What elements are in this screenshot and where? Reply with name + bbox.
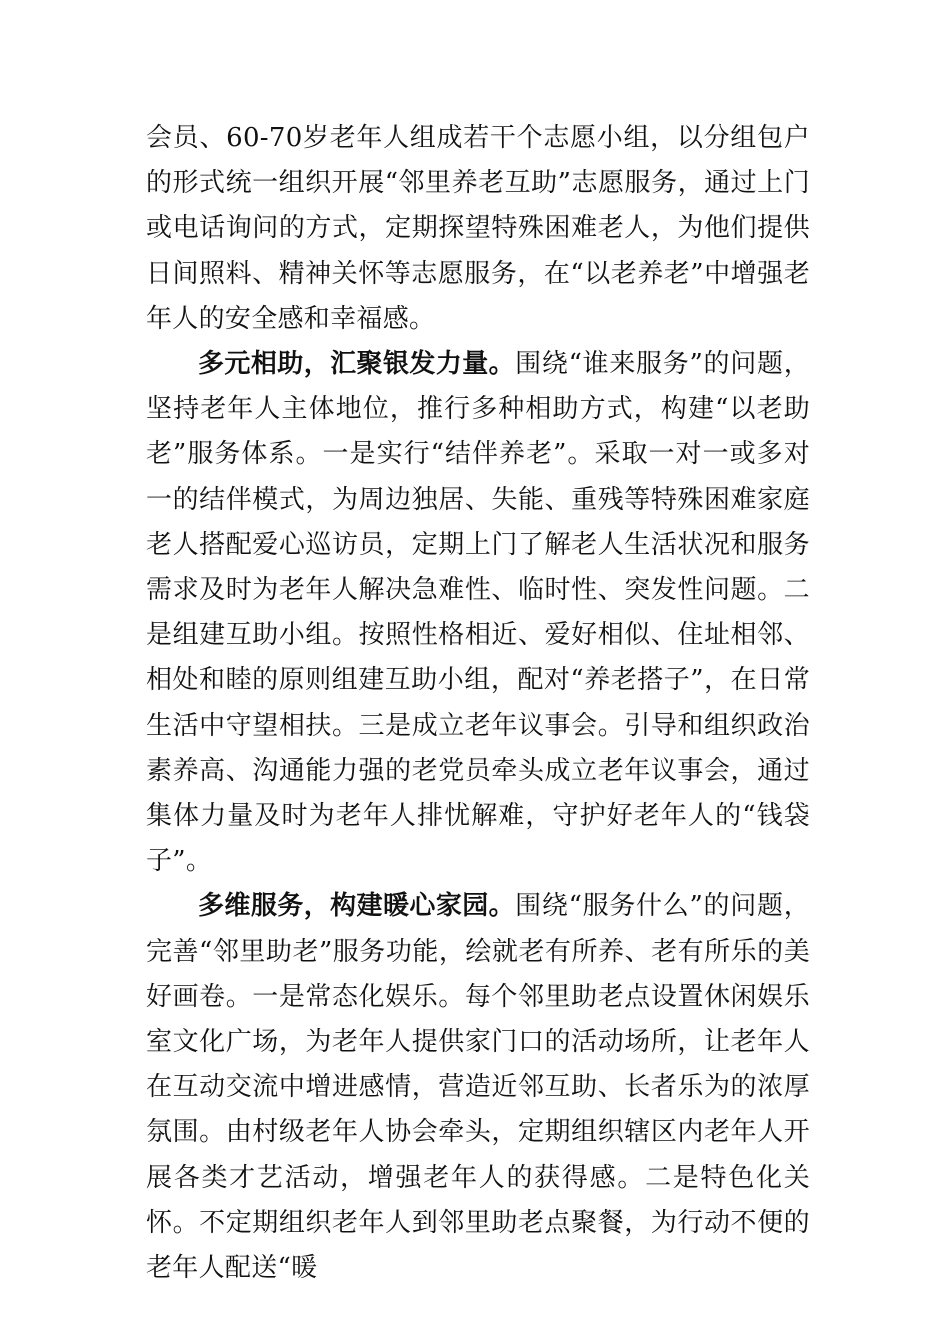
document-body <box>146 116 810 1291</box>
paragraph-body: 围绕“服务什么”的问题，完善“邻里助老”服务功能，绘就老有所养、老有所乐的美好画卷。一是常态化娱乐。每个邻里助老点设置休闲娱乐室文化广场，为老年人提供家门口的活动场所，让老年人在互动交流中增进感情，营造近邻互助、长者乐为的浓厚氛围。由村级老年人协会牵头，定期组织辖区内老年人开展各类才艺活动，增强老年人的获得感。二是特色化关怀。不定期组织老年人到邻里助老点聚餐，为行动不便的老年人配送“暖 <box>146 891 810 1284</box>
paragraph-heading: 多维服务，构建暖心家园。 <box>198 891 516 922</box>
paragraph-heading: 多元相助，汇聚银发力量。 <box>198 349 516 380</box>
paragraph-multi-service <box>146 884 810 1291</box>
paragraph-body: 会员、60-70岁老年人组成若干个志愿小组，以分组包户的形式统一组织开展“邻里养老互助”志愿服务，通过上门或电话询问的方式，定期探望特殊困难老人，为他们提供日间照料、精神关怀等志愿服务，在“以老养老”中增强老年人的安全感和幸福感。 <box>146 123 810 334</box>
paragraph-multi-assistance <box>146 342 810 884</box>
paragraph-continued <box>146 116 810 342</box>
paragraph-body: 围绕“谁来服务”的问题，坚持老年人主体地位，推行多种相助方式，构建“以老助老”服务体系。一是实行“结伴养老”。采取一对一或多对一的结伴模式，为周边独居、失能、重残等特殊困难家庭老人搭配爱心巡访员，定期上门了解老人生活状况和服务需求及时为老年人解决急难性、临时性、突发性问题。二是组建互助小组。按照性格相近、爱好相似、住址相邻、相处和睦的原则组建互助小组，配对“养老搭子”，在日常生活中守望相扶。三是成立老年议事会。引导和组织政治素养高、沟通能力强的老党员牵头成立老年议事会，通过集体力量及时为老年人排忧解难，守护好老年人的“钱袋子”。 <box>146 349 810 877</box>
